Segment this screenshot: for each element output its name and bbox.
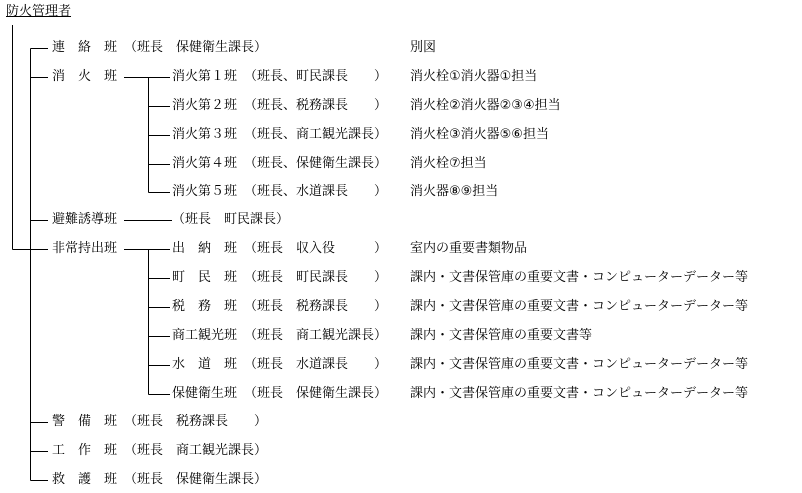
fire-unit-name: 消火第２班 [172,98,238,113]
fire-unit-name: 消火第４班 [172,156,238,171]
carry-unit-duty: 課内・文書保管庫の重要文書・コンピューターデーター等 [410,270,749,285]
group-role-liaison: （班長 保健衛生課長） [124,40,268,55]
group-name-first-aid: 救 護 班 [52,472,118,487]
group-name-works: 工 作 班 [52,443,118,458]
carry-unit-role: （班長 水道課長 ） [244,357,388,372]
fire-unit-duty: 消火栓②消火器②③④担当 [410,98,561,113]
fire-unit-role: （班長、保健衛生課長） [244,156,388,171]
group-role-security: （班長 税務課長 ） [124,414,268,429]
carry-unit-duty: 室内の重要書類物品 [410,241,528,256]
fire-unit-name: 消火第５班 [172,184,238,199]
group-role-evacuation: （班長 町民課長） [172,212,290,227]
carry-unit-role: （班長 町民課長 ） [244,270,388,285]
group-name-emergency-carry: 非常持出班 [52,241,118,256]
carry-unit-name: 商工観光班 [172,328,238,343]
carry-unit-role: （班長 税務課長 ） [244,299,388,314]
fire-unit-role: （班長、商工観光課長） [244,127,388,142]
carry-unit-name: 水 道 班 [172,357,238,372]
fire-unit-role: （班長、町民課長 ） [244,69,388,84]
root-title: 防火管理者 [6,4,72,19]
carry-unit-role: （班長 商工観光課長） [244,328,388,343]
carry-unit-duty: 課内・文書保管庫の重要文書・コンピューターデーター等 [410,357,749,372]
carry-unit-name: 出 納 班 [172,241,238,256]
carry-unit-role: （班長 保健衛生課長） [244,386,388,401]
group-name-security: 警 備 班 [52,414,118,429]
fire-unit-name: 消火第１班 [172,69,238,84]
figure-reference: 別図 [410,40,437,55]
fire-unit-role: （班長、税務課長 ） [244,98,388,113]
group-name-firefighting: 消 火 班 [52,69,118,84]
carry-unit-name: 税 務 班 [172,299,238,314]
fire-unit-duty: 消火栓⑦担当 [410,156,487,171]
carry-unit-duty: 課内・文書保管庫の重要文書等 [410,328,593,343]
fire-unit-duty: 消火栓①消火器①担当 [410,69,538,84]
group-role-first-aid: （班長 保健衛生課長） [124,472,268,487]
carry-unit-name: 保健衛生班 [172,386,238,401]
carry-unit-role: （班長 収入役 ） [244,241,388,256]
fire-unit-name: 消火第３班 [172,127,238,142]
fire-unit-role: （班長、水道課長 ） [244,184,388,199]
group-name-evacuation: 避難誘導班 [52,212,118,227]
fire-unit-duty: 消火栓③消火器⑤⑥担当 [410,127,549,142]
carry-unit-name: 町 民 班 [172,270,238,285]
carry-unit-duty: 課内・文書保管庫の重要文書・コンピューターデーター等 [410,299,749,314]
group-role-works: （班長 商工観光課長） [124,443,268,458]
group-name-liaison: 連 絡 班 [52,40,118,55]
carry-unit-duty: 課内・文書保管庫の重要文書・コンピューターデーター等 [410,386,749,401]
fire-unit-duty: 消火器⑧⑨担当 [410,184,499,199]
